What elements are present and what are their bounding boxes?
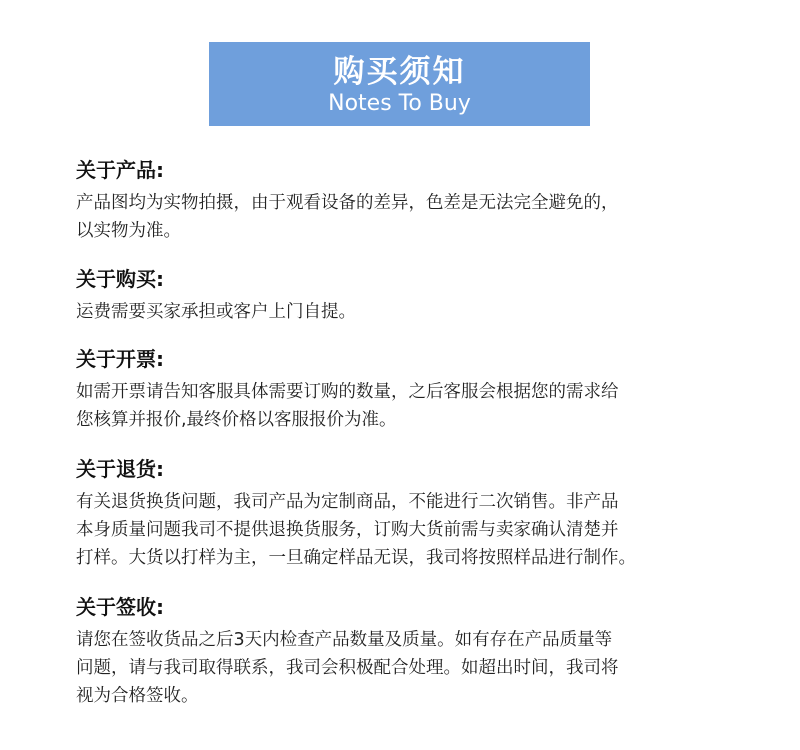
notes-banner (209, 42, 590, 126)
section-heading: 关于退货: (76, 457, 164, 481)
body-line: 以实物为准。 (76, 221, 181, 241)
section-product (76, 157, 736, 245)
section-body (76, 298, 736, 326)
section-body (76, 189, 736, 245)
body-line: 产品图均为实物拍摄，由于观看设备的差异，色差是无法完全避免的， (76, 193, 619, 213)
body-line: 如需开票请告知客服具体需要订购的数量，之后客服会根据您的需求给 (76, 382, 619, 402)
body-line: 有关退货换货问题，我司产品为定制商品，不能进行二次销售。非产品 (76, 492, 619, 512)
section-returns (76, 456, 736, 572)
section-purchase (76, 266, 736, 326)
body-line: 问题，请与我司取得联系，我司会积极配合处理。如超出时间，我司将 (76, 658, 619, 678)
section-body (76, 378, 736, 434)
section-heading: 关于签收: (76, 595, 164, 619)
body-line: 打样。大货以打样为主，一旦确定样品无误，我司将按照样品进行制作。 (76, 548, 636, 568)
body-line: 请您在签收货品之后3天内检查产品数量及质量。如有存在产品质量等 (76, 630, 613, 650)
body-line: 本身质量问题我司不提供退换货服务，订购大货前需与卖家确认清楚并 (76, 520, 619, 540)
section-body (76, 488, 736, 572)
section-body (76, 626, 736, 710)
section-heading: 关于购买: (76, 267, 164, 291)
body-line: 运费需要买家承担或客户上门自提。 (76, 302, 356, 322)
section-heading: 关于开票: (76, 347, 164, 371)
body-line: 视为合格签收。 (76, 686, 199, 706)
section-heading: 关于产品: (76, 158, 164, 182)
banner-subtitle: Notes To Buy (328, 91, 471, 116)
body-line: 您核算并报价,最终价格以客服报价为准。 (76, 410, 397, 430)
section-receipt (76, 594, 736, 710)
banner-title: 购买须知 (333, 54, 466, 90)
section-invoice (76, 346, 736, 434)
